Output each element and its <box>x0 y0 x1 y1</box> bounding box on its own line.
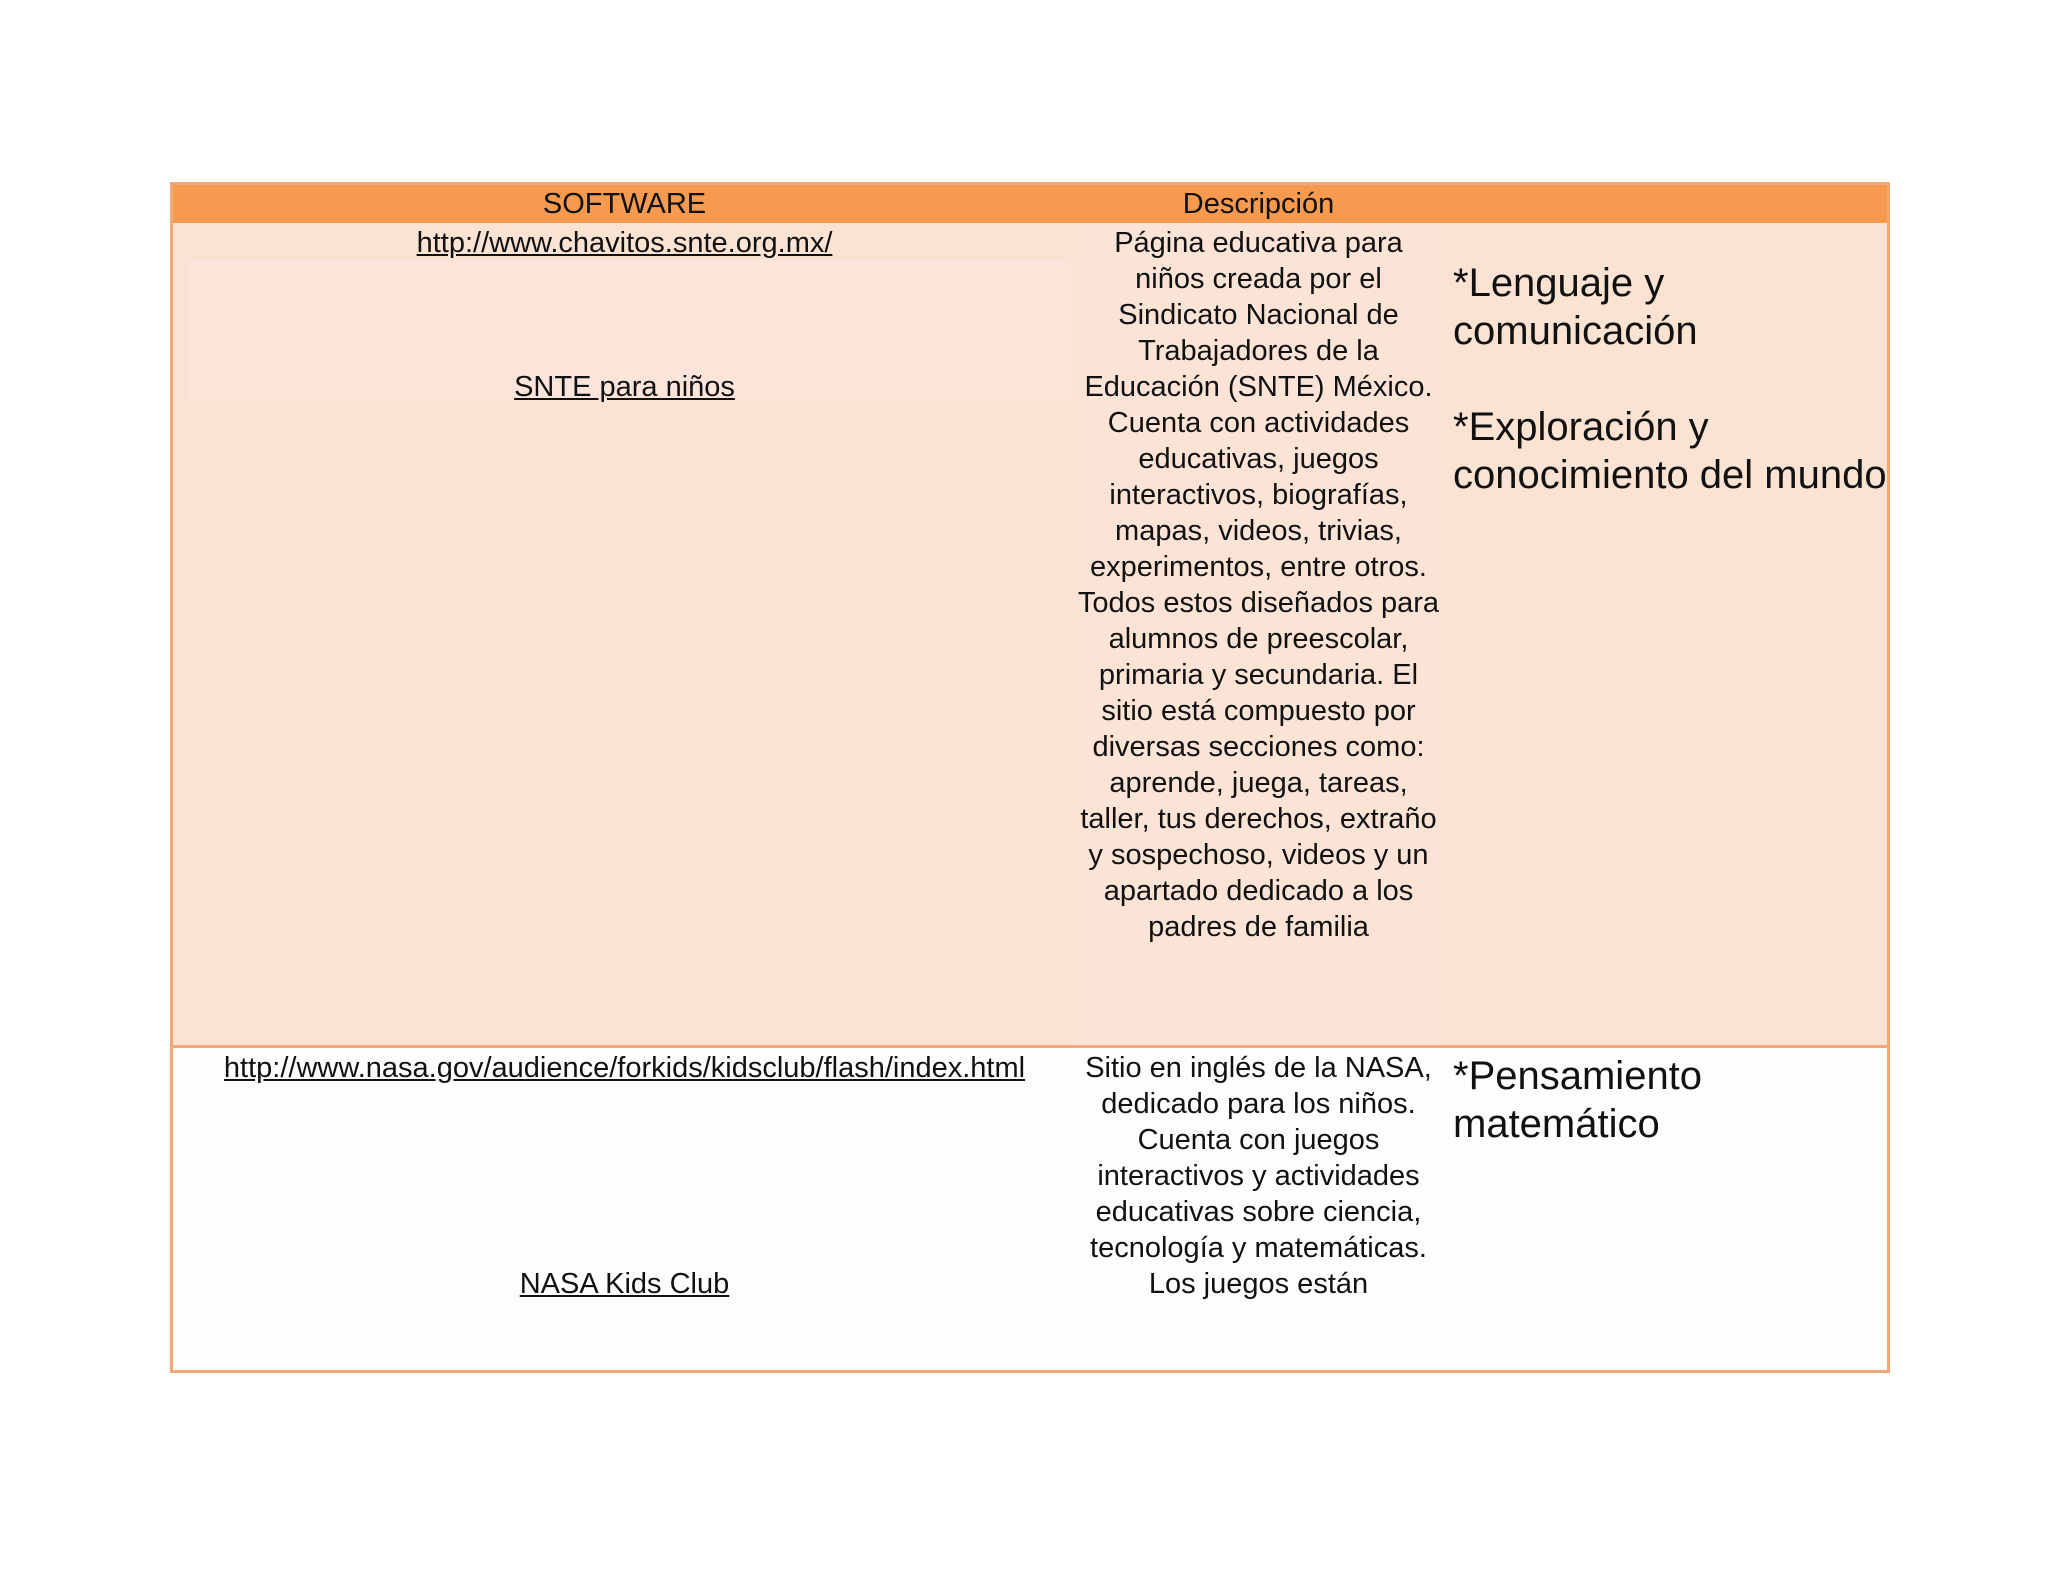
table-header <box>173 185 1887 223</box>
software-cell <box>173 223 1076 1045</box>
topic-label: *Pensamiento matemático <box>1453 1054 1703 1146</box>
software-table <box>170 182 1890 1373</box>
header-software: SOFTWARE <box>542 188 707 220</box>
software-name-link[interactable]: SNTE para niños <box>514 371 735 403</box>
table-row <box>173 1048 1887 1370</box>
table-row <box>173 223 1887 1048</box>
header-empty <box>1441 185 1887 223</box>
header-description: Descripción <box>1182 188 1335 220</box>
software-name-link[interactable]: NASA Kids Club <box>519 1268 730 1300</box>
topics-cell <box>1441 223 1887 1045</box>
description-cell: Sitio en inglés de la NASA, dedicado para los niños. Cuenta con juegos interactivos y actividades educativas sobre ciencia, tecnología y matemáticas. Los juegos están <box>1085 1052 1432 1300</box>
software-url-link[interactable]: http://www.chavitos.snte.org.mx/ <box>416 227 833 259</box>
software-url-link[interactable]: http://www.nasa.gov/audience/forkids/kidsclub/flash/index.html <box>223 1052 1026 1084</box>
topics-cell <box>1441 1048 1887 1370</box>
topic-label: *Lenguaje y comunicación <box>1453 261 1698 353</box>
topic-label: *Exploración y conocimiento del mundo <box>1453 405 1887 497</box>
description-cell: Página educativa para niños creada por el Sindicato Nacional de Trabajadores de la Educación (SNTE) México. Cuenta con actividades educativas, juegos interactivos, biografías, mapas, videos, trivias, experimentos, entre otros. Todos estos diseñados para alumnos de preescolar, primaria y secundaria. El sitio está compuesto por diversas secciones como: aprende, juega, tareas, taller, tus derechos, extraño y sospechoso, videos y un apartado dedicado a los padres de familia <box>1076 223 1441 1045</box>
software-cell <box>173 1048 1076 1370</box>
